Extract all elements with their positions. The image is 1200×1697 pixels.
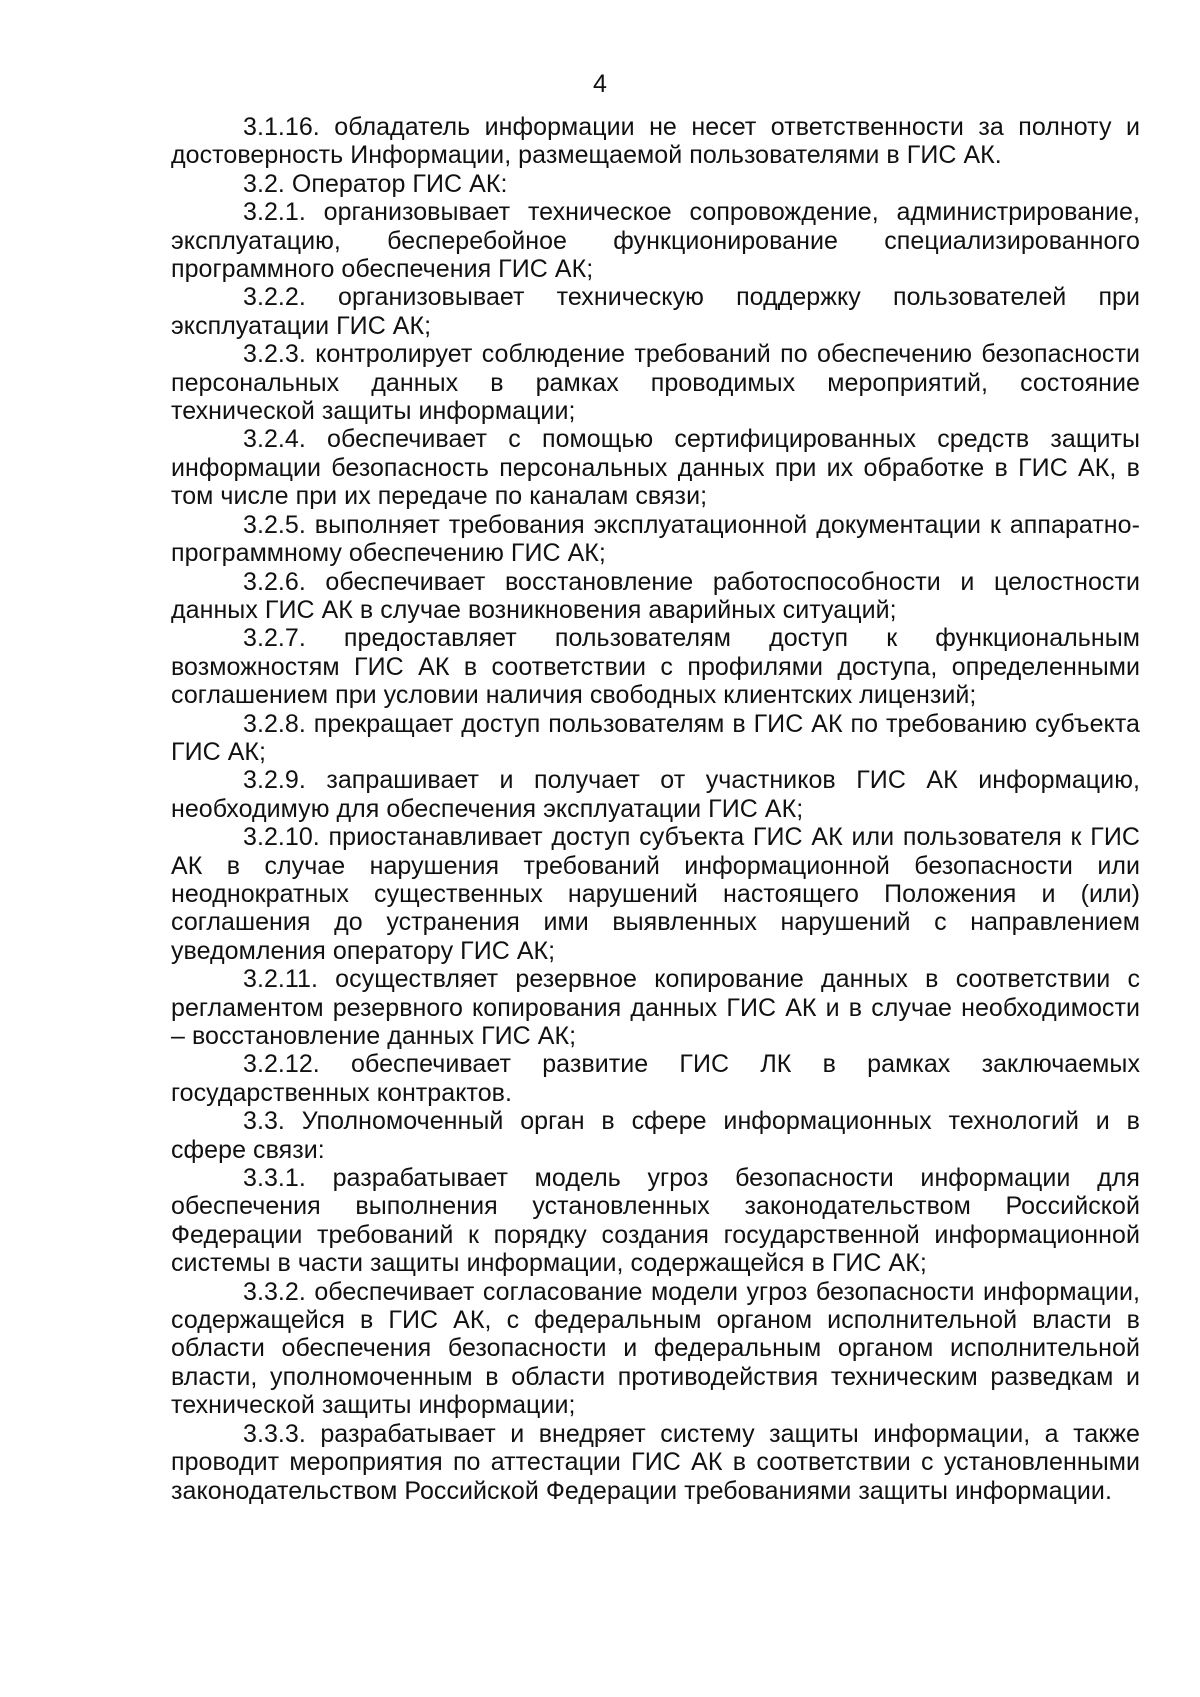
paragraph-3-2-9: 3.2.9. запрашивает и получает от участников ГИС АК информацию, необходимую для обеспечения эксплуатации ГИС АК; xyxy=(171,766,1140,823)
paragraph-3-3-1: 3.3.1. разрабатывает модель угроз безопасности информации для обеспечения выполнения установленных законодательством Российской Федерации требований к порядку создания государственной информационной системы в части защиты информации, содержащейся в ГИС АК; xyxy=(171,1164,1140,1278)
paragraph-3-2-4: 3.2.4. обеспечивает с помощью сертифицированных средств защиты информации безопасность персональных данных при их обработке в ГИС АК, в том числе при их передаче по каналам связи; xyxy=(171,425,1140,511)
paragraph-3-2-10: 3.2.10. приостанавливает доступ субъекта ГИС АК или пользователя к ГИС АК в случае нарушения требований информационной безопасности или неоднократных существенных нарушений настоящего Положения и (или) соглашения до устранения ими выявленных нарушений с направлением уведомления оператору ГИС АК; xyxy=(171,823,1140,965)
paragraph-3-3-3: 3.3.3. разрабатывает и внедряет систему защиты информации, а также проводит мероприятия по аттестации ГИС АК в соответствии с установленными законодательством Российской Федерации требованиями защиты информации. xyxy=(171,1419,1140,1505)
paragraph-3-2-3: 3.2.3. контролирует соблюдение требований по обеспечению безопасности персональных данных в рамках проводимых мероприятий, состояние технической защиты информации; xyxy=(171,340,1140,426)
paragraph-3-2-1: 3.2.1. организовывает техническое сопровождение, администрирование, эксплуатацию, бесперебойное функционирование специализированного программного обеспечения ГИС АК; xyxy=(171,198,1140,284)
paragraph-3-3: 3.3. Уполномоченный орган в сфере информационных технологий и в сфере связи: xyxy=(171,1107,1140,1164)
paragraph-3-2-5: 3.2.5. выполняет требования эксплуатационной документации к аппаратно-программному обеспечению ГИС АК; xyxy=(171,510,1140,568)
paragraph-3-2-6: 3.2.6. обеспечивает восстановление работоспособности и целостности данных ГИС АК в случае возникновения аварийных ситуаций; xyxy=(171,567,1140,624)
paragraph-3-3-2: 3.3.2. обеспечивает согласование модели угроз безопасности информации, содержащейся в ГИС АК, с федеральным органом исполнительной власти в области обеспечения безопасности и федеральным органом исполнительной власти, уполномоченным в области противодействия техническим разведкам и технической защиты информации; xyxy=(171,1277,1140,1420)
paragraph-3-2: 3.2. Оператор ГИС АК: xyxy=(243,169,508,198)
page-number: 4 xyxy=(593,70,607,98)
paragraph-3-2-2: 3.2.2. организовывает техническую поддержку пользователей при эксплуатации ГИС АК; xyxy=(171,283,1140,340)
document-body xyxy=(171,113,1140,1505)
paragraph-3-2-11: 3.2.11. осуществляет резервное копирование данных в соответствии с регламентом резервного копирования данных ГИС АК и в случае необходимости – восстановление данных ГИС АК; xyxy=(171,965,1140,1050)
paragraph-3-2-7: 3.2.7. предоставляет пользователям доступ к функциональным возможностям ГИС АК в соответствии с профилями доступа, определенными соглашением при условии наличия свободных клиентских лицензий; xyxy=(171,624,1140,710)
paragraph-3-2-12: 3.2.12. обеспечивает развитие ГИС ЛК в рамках заключаемых государственных контрактов. xyxy=(171,1050,1140,1107)
paragraph-3-2-8: 3.2.8. прекращает доступ пользователям в ГИС АК по требованию субъекта ГИС АК; xyxy=(171,709,1140,766)
paragraph-3-1-16: 3.1.16. обладатель информации не несет ответственности за полноту и достоверность Информации, размещаемой пользователями в ГИС АК. xyxy=(171,113,1140,170)
